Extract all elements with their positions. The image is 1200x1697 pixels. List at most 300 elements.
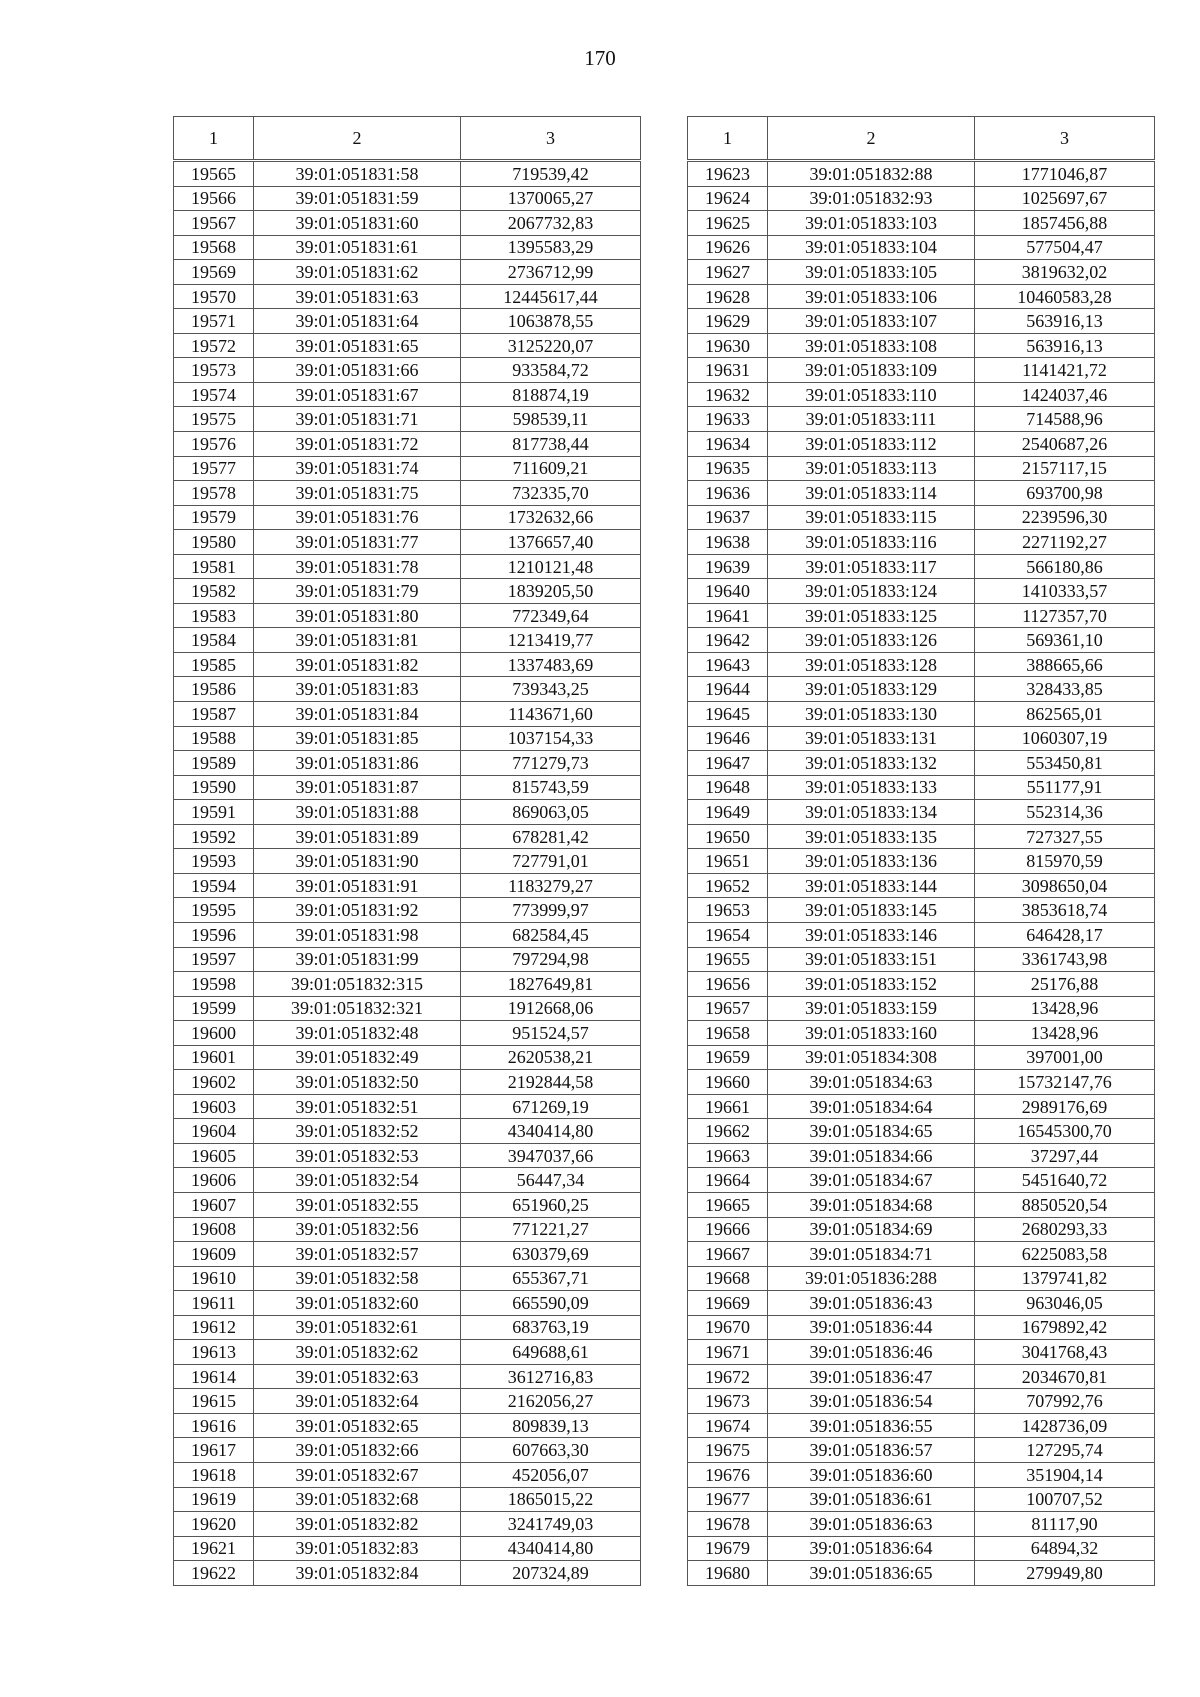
cell-row-number: 19577: [174, 456, 254, 481]
table-row: [688, 186, 1155, 211]
cell-value: 2620538,21: [461, 1045, 641, 1070]
table-row: [688, 800, 1155, 825]
cell-value: 1370065,27: [461, 186, 641, 211]
cell-row-number: 19569: [174, 260, 254, 285]
table-row: [174, 309, 641, 334]
cell-row-number: 19667: [688, 1242, 768, 1267]
cell-row-number: 19632: [688, 382, 768, 407]
table-row: [174, 1143, 641, 1168]
table-row: [688, 726, 1155, 751]
cell-cadastral-number: 39:01:051831:77: [254, 530, 461, 555]
table-row: [688, 824, 1155, 849]
cell-row-number: 19566: [174, 186, 254, 211]
table-row: [688, 677, 1155, 702]
cell-value: 1912668,06: [461, 996, 641, 1021]
cell-row-number: 19633: [688, 407, 768, 432]
table-row: [174, 849, 641, 874]
cell-value: 3819632,02: [975, 260, 1155, 285]
cell-row-number: 19657: [688, 996, 768, 1021]
cell-cadastral-number: 39:01:051831:88: [254, 800, 461, 825]
table-row: [174, 775, 641, 800]
cell-cadastral-number: 39:01:051831:59: [254, 186, 461, 211]
cell-row-number: 19598: [174, 972, 254, 997]
cell-cadastral-number: 39:01:051831:63: [254, 284, 461, 309]
cell-value: 4340414,80: [461, 1119, 641, 1144]
cell-value: 25176,88: [975, 972, 1155, 997]
cell-row-number: 19574: [174, 382, 254, 407]
cell-value: 3125220,07: [461, 333, 641, 358]
table-row: [174, 1291, 641, 1316]
cell-cadastral-number: 39:01:051831:79: [254, 579, 461, 604]
table-row: [174, 1413, 641, 1438]
table-row: [174, 333, 641, 358]
cell-value: 1771046,87: [975, 161, 1155, 187]
cell-cadastral-number: 39:01:051832:62: [254, 1340, 461, 1365]
cell-row-number: 19680: [688, 1561, 768, 1586]
cell-row-number: 19662: [688, 1119, 768, 1144]
cell-row-number: 19625: [688, 211, 768, 236]
cell-row-number: 19614: [174, 1364, 254, 1389]
table-row: [688, 1168, 1155, 1193]
cell-value: 2540687,26: [975, 432, 1155, 457]
table-body-right: [688, 161, 1155, 1586]
cell-row-number: 19607: [174, 1192, 254, 1217]
cell-row-number: 19655: [688, 947, 768, 972]
table-row: [688, 161, 1155, 187]
table-row: [688, 1315, 1155, 1340]
cell-cadastral-number: 39:01:051834:67: [768, 1168, 975, 1193]
cell-value: 452056,07: [461, 1462, 641, 1487]
cell-cadastral-number: 39:01:051834:64: [768, 1094, 975, 1119]
cell-cadastral-number: 39:01:051833:152: [768, 972, 975, 997]
cell-value: 646428,17: [975, 922, 1155, 947]
cell-value: 551177,91: [975, 775, 1155, 800]
cell-row-number: 19576: [174, 432, 254, 457]
cell-row-number: 19652: [688, 873, 768, 898]
cell-row-number: 19579: [174, 505, 254, 530]
table-row: [174, 186, 641, 211]
cell-cadastral-number: 39:01:051833:115: [768, 505, 975, 530]
cell-value: 1037154,33: [461, 726, 641, 751]
table-row: [688, 260, 1155, 285]
table-row: [174, 824, 641, 849]
table-row: [174, 284, 641, 309]
cell-row-number: 19575: [174, 407, 254, 432]
cell-cadastral-number: 39:01:051833:114: [768, 481, 975, 506]
table-row: [688, 1462, 1155, 1487]
cell-row-number: 19672: [688, 1364, 768, 1389]
cell-value: 279949,80: [975, 1561, 1155, 1586]
cell-row-number: 19582: [174, 579, 254, 604]
table-row: [688, 235, 1155, 260]
cell-value: 1424037,46: [975, 382, 1155, 407]
cell-cadastral-number: 39:01:051832:83: [254, 1536, 461, 1561]
cell-row-number: 19580: [174, 530, 254, 555]
cell-cadastral-number: 39:01:051831:91: [254, 873, 461, 898]
cell-row-number: 19638: [688, 530, 768, 555]
cell-row-number: 19651: [688, 849, 768, 874]
cell-value: 607663,30: [461, 1438, 641, 1463]
cell-row-number: 19610: [174, 1266, 254, 1291]
table-row: [688, 996, 1155, 1021]
cell-value: 707992,76: [975, 1389, 1155, 1414]
cell-row-number: 19649: [688, 800, 768, 825]
cell-cadastral-number: 39:01:051831:60: [254, 211, 461, 236]
cell-cadastral-number: 39:01:051833:103: [768, 211, 975, 236]
table-row: [174, 1512, 641, 1537]
cell-value: 683763,19: [461, 1315, 641, 1340]
cell-row-number: 19666: [688, 1217, 768, 1242]
cell-row-number: 19616: [174, 1413, 254, 1438]
table-row: [174, 260, 641, 285]
cell-cadastral-number: 39:01:051831:61: [254, 235, 461, 260]
cell-value: 1213419,77: [461, 628, 641, 653]
cell-value: 2192844,58: [461, 1070, 641, 1095]
cell-value: 682584,45: [461, 922, 641, 947]
cell-cadastral-number: 39:01:051831:58: [254, 161, 461, 187]
table-row: [688, 333, 1155, 358]
cell-row-number: 19626: [688, 235, 768, 260]
cell-row-number: 19650: [688, 824, 768, 849]
cell-value: 815970,59: [975, 849, 1155, 874]
cell-value: 3947037,66: [461, 1143, 641, 1168]
table-row: [174, 1536, 641, 1561]
table-row: [688, 652, 1155, 677]
cell-cadastral-number: 39:01:051836:65: [768, 1561, 975, 1586]
cell-value: 15732147,76: [975, 1070, 1155, 1095]
column-header-cadastral-number: 2: [254, 117, 461, 161]
cell-value: 1679892,42: [975, 1315, 1155, 1340]
table-row: [174, 554, 641, 579]
cell-cadastral-number: 39:01:051832:93: [768, 186, 975, 211]
table-row: [174, 1487, 641, 1512]
cell-value: 818874,19: [461, 382, 641, 407]
table-row: [688, 898, 1155, 923]
cell-row-number: 19635: [688, 456, 768, 481]
cell-cadastral-number: 39:01:051832:58: [254, 1266, 461, 1291]
cell-value: 665590,09: [461, 1291, 641, 1316]
cell-value: 933584,72: [461, 358, 641, 383]
cell-row-number: 19565: [174, 161, 254, 187]
cell-value: 127295,74: [975, 1438, 1155, 1463]
table-row: [174, 751, 641, 776]
cell-cadastral-number: 39:01:051833:133: [768, 775, 975, 800]
cell-cadastral-number: 39:01:051832:82: [254, 1512, 461, 1537]
cell-value: 630379,69: [461, 1242, 641, 1267]
table-row: [174, 726, 641, 751]
cell-row-number: 19587: [174, 702, 254, 727]
cell-value: 388665,66: [975, 652, 1155, 677]
table-row: [174, 235, 641, 260]
cell-cadastral-number: 39:01:051832:67: [254, 1462, 461, 1487]
cell-cadastral-number: 39:01:051836:64: [768, 1536, 975, 1561]
cell-row-number: 19654: [688, 922, 768, 947]
cell-value: 727327,55: [975, 824, 1155, 849]
cell-row-number: 19645: [688, 702, 768, 727]
table-row: [688, 554, 1155, 579]
cell-cadastral-number: 39:01:051832:48: [254, 1021, 461, 1046]
table-row: [174, 1315, 641, 1340]
cell-row-number: 19641: [688, 603, 768, 628]
cell-cadastral-number: 39:01:051836:47: [768, 1364, 975, 1389]
cell-value: 13428,96: [975, 996, 1155, 1021]
cell-cadastral-number: 39:01:051833:136: [768, 849, 975, 874]
cell-cadastral-number: 39:01:051833:129: [768, 677, 975, 702]
header-row: [688, 117, 1155, 161]
cell-cadastral-number: 39:01:051832:56: [254, 1217, 461, 1242]
cell-row-number: 19646: [688, 726, 768, 751]
cell-cadastral-number: 39:01:051832:54: [254, 1168, 461, 1193]
cell-cadastral-number: 39:01:051833:112: [768, 432, 975, 457]
cell-value: 351904,14: [975, 1462, 1155, 1487]
cell-row-number: 19594: [174, 873, 254, 898]
table-row: [688, 1217, 1155, 1242]
cell-value: 598539,11: [461, 407, 641, 432]
cell-row-number: 19622: [174, 1561, 254, 1586]
table-row: [174, 800, 641, 825]
table-row: [174, 1438, 641, 1463]
cell-value: 56447,34: [461, 1168, 641, 1193]
table-row: [688, 1192, 1155, 1217]
cell-cadastral-number: 39:01:051833:160: [768, 1021, 975, 1046]
cell-cadastral-number: 39:01:051833:107: [768, 309, 975, 334]
cell-row-number: 19668: [688, 1266, 768, 1291]
table-row: [174, 1119, 641, 1144]
cell-value: 553450,81: [975, 751, 1155, 776]
cell-cadastral-number: 39:01:051833:116: [768, 530, 975, 555]
cell-value: 6225083,58: [975, 1242, 1155, 1267]
table-body-left: [174, 161, 641, 1586]
table-row: [688, 211, 1155, 236]
table-row: [174, 1021, 641, 1046]
table-row: [174, 579, 641, 604]
cell-cadastral-number: 39:01:051832:49: [254, 1045, 461, 1070]
cell-cadastral-number: 39:01:051834:308: [768, 1045, 975, 1070]
cell-value: 4340414,80: [461, 1536, 641, 1561]
cell-cadastral-number: 39:01:051834:63: [768, 1070, 975, 1095]
cell-value: 771279,73: [461, 751, 641, 776]
cell-cadastral-number: 39:01:051836:54: [768, 1389, 975, 1414]
cell-row-number: 19618: [174, 1462, 254, 1487]
cell-row-number: 19674: [688, 1413, 768, 1438]
cell-value: 1337483,69: [461, 652, 641, 677]
table-row: [174, 456, 641, 481]
cell-row-number: 19600: [174, 1021, 254, 1046]
cell-row-number: 19640: [688, 579, 768, 604]
table-row: [174, 211, 641, 236]
cell-value: 3098650,04: [975, 873, 1155, 898]
cell-row-number: 19592: [174, 824, 254, 849]
cell-value: 2239596,30: [975, 505, 1155, 530]
cell-cadastral-number: 39:01:051832:315: [254, 972, 461, 997]
cell-row-number: 19606: [174, 1168, 254, 1193]
cell-cadastral-number: 39:01:051832:51: [254, 1094, 461, 1119]
cell-value: 651960,25: [461, 1192, 641, 1217]
cell-row-number: 19671: [688, 1340, 768, 1365]
cell-row-number: 19597: [174, 947, 254, 972]
cell-value: 1210121,48: [461, 554, 641, 579]
table-row: [174, 161, 641, 187]
cell-cadastral-number: 39:01:051831:80: [254, 603, 461, 628]
table-row: [688, 505, 1155, 530]
cell-value: 1410333,57: [975, 579, 1155, 604]
cell-cadastral-number: 39:01:051832:321: [254, 996, 461, 1021]
cell-value: 815743,59: [461, 775, 641, 800]
cell-value: 2162056,27: [461, 1389, 641, 1414]
table-row: [688, 1536, 1155, 1561]
cell-row-number: 19653: [688, 898, 768, 923]
cell-cadastral-number: 39:01:051833:108: [768, 333, 975, 358]
cell-value: 1827649,81: [461, 972, 641, 997]
cell-value: 2157117,15: [975, 456, 1155, 481]
cell-value: 16545300,70: [975, 1119, 1155, 1144]
column-header-value: 3: [975, 117, 1155, 161]
cell-row-number: 19596: [174, 922, 254, 947]
cell-cadastral-number: 39:01:051832:53: [254, 1143, 461, 1168]
cell-cadastral-number: 39:01:051833:105: [768, 260, 975, 285]
cell-value: 771221,27: [461, 1217, 641, 1242]
cell-cadastral-number: 39:01:051832:65: [254, 1413, 461, 1438]
table-row: [688, 1340, 1155, 1365]
cell-cadastral-number: 39:01:051831:98: [254, 922, 461, 947]
table-row: [688, 1143, 1155, 1168]
cell-value: 10460583,28: [975, 284, 1155, 309]
cell-cadastral-number: 39:01:051836:60: [768, 1462, 975, 1487]
cell-cadastral-number: 39:01:051833:128: [768, 652, 975, 677]
register-table-left: [173, 116, 641, 1586]
cell-cadastral-number: 39:01:051831:64: [254, 309, 461, 334]
cell-value: 1857456,88: [975, 211, 1155, 236]
cell-cadastral-number: 39:01:051831:78: [254, 554, 461, 579]
cell-value: 207324,89: [461, 1561, 641, 1586]
cell-row-number: 19673: [688, 1389, 768, 1414]
cell-row-number: 19661: [688, 1094, 768, 1119]
cell-cadastral-number: 39:01:051831:67: [254, 382, 461, 407]
cell-value: 773999,97: [461, 898, 641, 923]
cell-cadastral-number: 39:01:051836:46: [768, 1340, 975, 1365]
cell-value: 678281,42: [461, 824, 641, 849]
cell-row-number: 19676: [688, 1462, 768, 1487]
table-row: [174, 1168, 641, 1193]
cell-row-number: 19602: [174, 1070, 254, 1095]
cell-row-number: 19623: [688, 161, 768, 187]
cell-row-number: 19678: [688, 1512, 768, 1537]
cell-value: 1732632,66: [461, 505, 641, 530]
cell-value: 2680293,33: [975, 1217, 1155, 1242]
table-row: [174, 407, 641, 432]
table-row: [174, 505, 641, 530]
cell-row-number: 19589: [174, 751, 254, 776]
cell-cadastral-number: 39:01:051836:63: [768, 1512, 975, 1537]
cell-row-number: 19636: [688, 481, 768, 506]
cell-cadastral-number: 39:01:051836:44: [768, 1315, 975, 1340]
cell-cadastral-number: 39:01:051832:68: [254, 1487, 461, 1512]
table-row: [688, 1487, 1155, 1512]
table-row: [174, 1389, 641, 1414]
cell-cadastral-number: 39:01:051831:72: [254, 432, 461, 457]
cell-value: 13428,96: [975, 1021, 1155, 1046]
cell-cadastral-number: 39:01:051833:117: [768, 554, 975, 579]
cell-value: 563916,13: [975, 333, 1155, 358]
table-row: [688, 1291, 1155, 1316]
table-row: [688, 1045, 1155, 1070]
cell-value: 397001,00: [975, 1045, 1155, 1070]
cell-cadastral-number: 39:01:051833:110: [768, 382, 975, 407]
table-row: [688, 702, 1155, 727]
cell-value: 951524,57: [461, 1021, 641, 1046]
cell-cadastral-number: 39:01:051831:66: [254, 358, 461, 383]
cell-row-number: 19613: [174, 1340, 254, 1365]
cell-value: 655367,71: [461, 1266, 641, 1291]
cell-row-number: 19619: [174, 1487, 254, 1512]
cell-row-number: 19567: [174, 211, 254, 236]
cell-row-number: 19586: [174, 677, 254, 702]
cell-row-number: 19659: [688, 1045, 768, 1070]
cell-value: 2989176,69: [975, 1094, 1155, 1119]
cell-row-number: 19615: [174, 1389, 254, 1414]
cell-value: 2736712,99: [461, 260, 641, 285]
cell-value: 1839205,50: [461, 579, 641, 604]
cell-value: 1025697,67: [975, 186, 1155, 211]
cell-row-number: 19677: [688, 1487, 768, 1512]
cell-row-number: 19570: [174, 284, 254, 309]
table-row: [174, 432, 641, 457]
cell-row-number: 19578: [174, 481, 254, 506]
cell-cadastral-number: 39:01:051832:57: [254, 1242, 461, 1267]
cell-row-number: 19583: [174, 603, 254, 628]
cell-row-number: 19644: [688, 677, 768, 702]
cell-cadastral-number: 39:01:051833:109: [768, 358, 975, 383]
cell-value: 739343,25: [461, 677, 641, 702]
cell-cadastral-number: 39:01:051833:132: [768, 751, 975, 776]
cell-row-number: 19604: [174, 1119, 254, 1144]
cell-cadastral-number: 39:01:051833:125: [768, 603, 975, 628]
table-row: [174, 603, 641, 628]
table-row: [688, 849, 1155, 874]
cell-value: 719539,42: [461, 161, 641, 187]
cell-value: 37297,44: [975, 1143, 1155, 1168]
cell-row-number: 19634: [688, 432, 768, 457]
cell-cadastral-number: 39:01:051831:84: [254, 702, 461, 727]
cell-row-number: 19624: [688, 186, 768, 211]
table-row: [174, 1561, 641, 1586]
cell-cadastral-number: 39:01:051831:81: [254, 628, 461, 653]
cell-value: 1379741,82: [975, 1266, 1155, 1291]
cell-row-number: 19605: [174, 1143, 254, 1168]
cell-cadastral-number: 39:01:051832:66: [254, 1438, 461, 1463]
table-row: [174, 1266, 641, 1291]
cell-value: 2067732,83: [461, 211, 641, 236]
table-row: [688, 530, 1155, 555]
table-row: [174, 358, 641, 383]
table-row: [174, 1364, 641, 1389]
cell-value: 1865015,22: [461, 1487, 641, 1512]
cell-row-number: 19617: [174, 1438, 254, 1463]
table-row: [174, 996, 641, 1021]
table-row: [174, 873, 641, 898]
cell-row-number: 19670: [688, 1315, 768, 1340]
cell-row-number: 19639: [688, 554, 768, 579]
cell-cadastral-number: 39:01:051833:134: [768, 800, 975, 825]
cell-value: 81117,90: [975, 1512, 1155, 1537]
table-row: [688, 456, 1155, 481]
cell-value: 100707,52: [975, 1487, 1155, 1512]
cell-row-number: 19621: [174, 1536, 254, 1561]
table-row: [688, 947, 1155, 972]
table-row: [174, 530, 641, 555]
cell-value: 817738,44: [461, 432, 641, 457]
cell-cadastral-number: 39:01:051831:86: [254, 751, 461, 776]
